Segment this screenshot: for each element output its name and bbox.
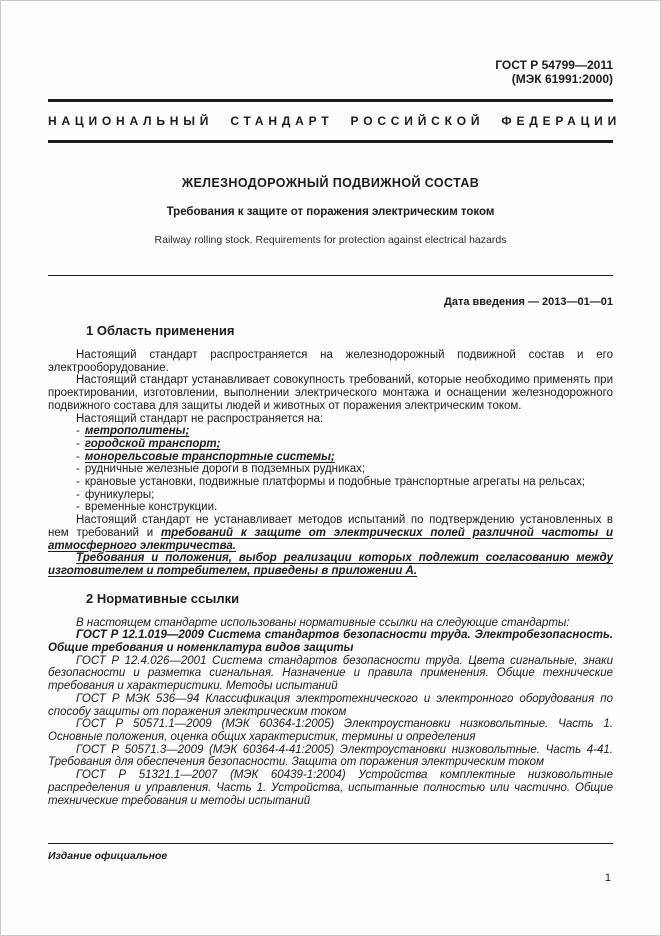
title-block (48, 176, 613, 247)
reference-entry: ГОСТ Р 50571.1—2009 (МЭК 60364-1:2005) Электроустановки низковольтные. Часть 1. Основные положения, оценка общих характеристик, термины и определения (48, 718, 613, 743)
excluded-list-item (48, 463, 613, 476)
list-dash: - (76, 463, 80, 476)
excluded-list-item (48, 476, 613, 489)
scope-paragraph-2: Настоящий стандарт устанавливает совокупность требований, которые необходимо применять при проектировании, изготовлении, выполнении электрического монтажа и оснащении железнодорожного подвижного состава для защиты людей и животных от поражения электрическим током. (48, 374, 613, 412)
page-number: 1 (604, 872, 611, 884)
scope-paragraph-4-emphasis: требований к защите от электрических полей различной частоты и атмосферного электричества. (48, 526, 613, 552)
scope-paragraph-5-emphasis: Требования и положения, выбор реализации которых подлежит согласованию между изготовителем и потребителем, приведены в приложении А. (48, 552, 613, 577)
reference-entry: ГОСТ Р 50571.3—2009 (МЭК 60364-4-41:2005) Электроустановки низковольтные. Часть 4-41. Требования для обеспечения безопасности. Защита от поражения электрическим током (48, 743, 613, 769)
list-item-text: крановые установки, подвижные платформы и подобные транспортные агрегаты на рельсах; (84, 476, 586, 489)
scope-paragraph-3: Настоящий стандарт не распространяется на: (76, 412, 324, 425)
list-dash: - (76, 476, 80, 489)
section-1-heading: 1 Область применения (86, 323, 235, 338)
divider-title (48, 275, 613, 276)
list-dash: - (76, 501, 80, 514)
list-item-text: метрополитены; (84, 425, 190, 438)
edition-note: Издание официальное (48, 850, 168, 862)
scope-paragraph-4-plain: Настоящий стандарт не устанавливает методов испытаний по подтверждению установленных в нем требований и (48, 514, 613, 539)
scope-paragraph-5 (48, 552, 613, 577)
refs-intro: В настоящем стандарте использованы нормативные ссылки на следующие стандарты: (76, 616, 570, 629)
divider-top (48, 99, 613, 102)
doc-code-line2: (МЭК 61991:2000) (511, 72, 613, 86)
scope-paragraph-4 (48, 514, 613, 552)
list-item-text: городской транспорт; (84, 437, 221, 450)
divider-footer (48, 843, 613, 844)
list-item-text: монорельсовые транспортные системы; (84, 450, 335, 463)
reference-entry: ГОСТ Р 12.1.019—2009 Система стандартов безопасности труда. Электробезопасность. Общие требования и номенклатура видов защиты (48, 629, 613, 655)
excluded-list-item (48, 438, 613, 451)
doc-title-en: Railway rolling stock. Requirements for protection against electrical hazards (154, 234, 507, 246)
list-dash: - (76, 450, 80, 463)
doc-subtitle-ru: Требования к защите от поражения электрическим током (166, 206, 495, 218)
excluded-list-item (48, 425, 613, 438)
list-item-text: временные конструкции. (84, 501, 218, 514)
list-dash: - (76, 425, 80, 438)
doc-code-line1: ГОСТ Р 54799—2011 (495, 58, 613, 72)
list-item-text: фуникулеры; (84, 488, 155, 501)
list-dash: - (76, 437, 80, 450)
divider-banner (48, 140, 613, 143)
doc-title-ru: ЖЕЛЕЗНОДОРОЖНЫЙ ПОДВИЖНОЙ СОСТАВ (181, 176, 480, 190)
excluded-list-item (48, 451, 613, 464)
standard-banner: НАЦИОНАЛЬНЫЙ СТАНДАРТ РОССИЙСКОЙ ФЕДЕРАЦИИ (48, 114, 622, 128)
reference-entry: ГОСТ Р 12.4.026—2001 Система стандартов безопасности труда. Цвета сигнальные, знаки безопасности и разметка сигнальная. Назначение и правила применения. Общие технические требования и характеристики. Методы испытаний (48, 654, 613, 693)
reference-entry: ГОСТ Р МЭК 536—94 Классификация электротехнического и электронного оборудования по способу защиты от поражения электрическим током (48, 692, 613, 718)
doc-code (48, 58, 613, 86)
reference-entry: ГОСТ Р 51321.1—2007 (МЭК 60439-1:2004) Устройства комплектные низковольтные распределения и управления. Часть 1. Устройства, испытанные полностью или частично. Общие технические требования и методы испытаний (48, 769, 613, 807)
list-dash: - (76, 488, 80, 501)
section-2-heading: 2 Нормативные ссылки (86, 590, 240, 606)
excluded-list-item (48, 501, 613, 514)
effective-date: Дата введения — 2013—01—01 (444, 296, 613, 308)
excluded-list-item (48, 489, 613, 502)
scope-paragraph-1: Настоящий стандарт распространяется на железнодорожный подвижной состав и его электрооборудование. (48, 349, 613, 374)
page-footer (48, 843, 613, 862)
list-item-text: рудничные железные дороги в подземных рудниках; (84, 463, 366, 476)
